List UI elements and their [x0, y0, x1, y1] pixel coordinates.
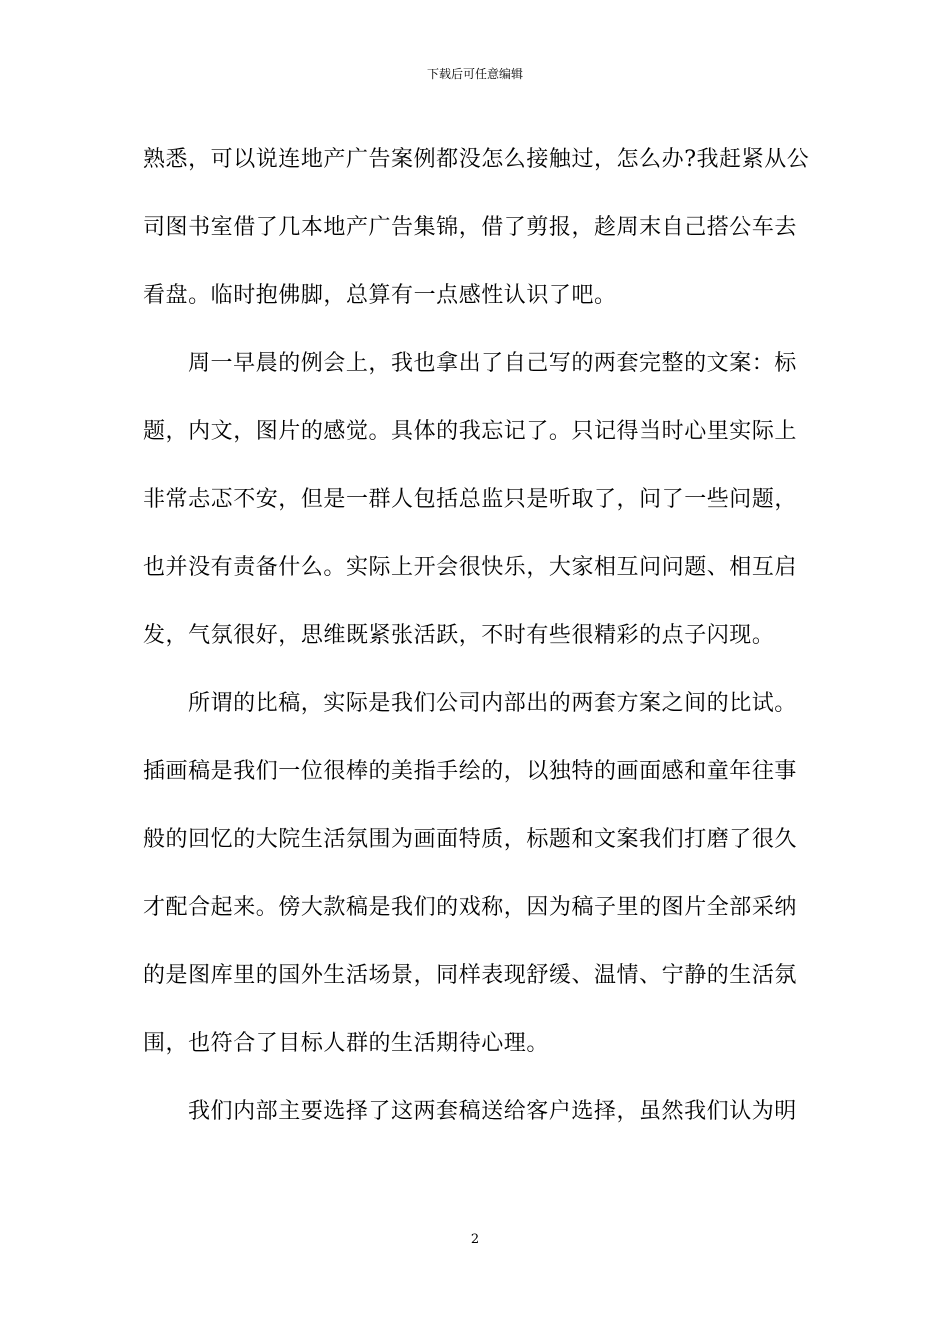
- page-header: 下载后可任意编辑: [426, 67, 523, 81]
- paragraph-4: 我们内部主要选择了这两套稿送给客户选择，虽然我们认为明: [188, 1099, 797, 1124]
- paragraph-1: 熟悉，可以说连地产广告案例都没怎么接触过，怎么办?我赶紧从公司图书室借了几本地产广告集锦，借了剪报，趁周末自己搭公车去看盘。临时抱佛脚，总算有一点感性认识了吧。: [143, 147, 810, 308]
- page-number: 2: [470, 1232, 480, 1247]
- paragraph-2: 周一早晨的例会上，我也拿出了自己写的两套完整的文案：标题，内文，图片的感觉。具体的我忘记了。只记得当时心里实际上非常忐忑不安，但是一群人包括总监只是听取了，问了一些问题，也并没有责备什么。实际上开会很快乐，大家相互问问题、相互启发，气氛很好，思维既紧张活跃，不时有些很精彩的点子闪现。: [143, 351, 797, 648]
- paragraph-3: 所谓的比稿，实际是我们公司内部出的两套方案之间的比试。插画稿是我们一位很棒的美指手绘的，以独特的画面感和童年往事般的回忆的大院生活氛围为画面特质，标题和文案我们打磨了很久才配合起来。傍大款稿是我们的戏称，因为稿子里的图片全部采纳的是图库里的国外生活场景，同样表现舒缓、温情、宁静的生活氛围，也符合了目标人群的生活期待心理。: [143, 691, 797, 1056]
- body-text: [143, 126, 811, 1146]
